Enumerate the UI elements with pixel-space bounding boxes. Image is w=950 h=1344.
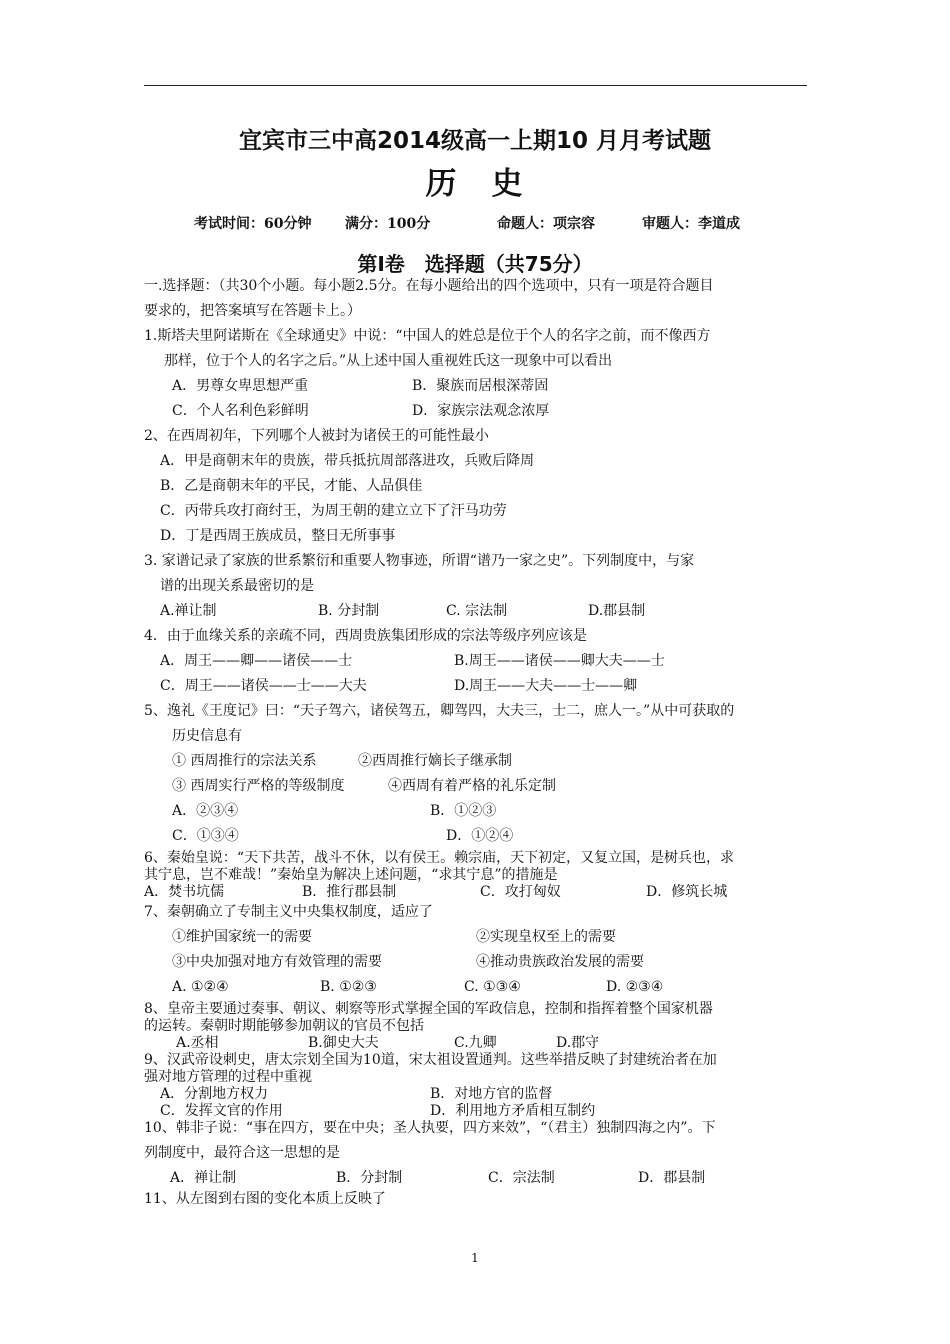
question-10-option-d: D．郡县制 (638, 1170, 706, 1186)
question-10-option-c: C．宗法制 (488, 1170, 555, 1186)
question-1-stem: 那样，位于个人的名字之后。”从上述中国人重视姓氏这一现象中可以看出 (164, 353, 613, 369)
question-8-option-c: C.九卿 (454, 1035, 497, 1051)
question-4-option-c: C．周王——诸侯——士——大夫 (160, 678, 367, 694)
question-1-stem: 1.斯塔夫里阿诺斯在《全球通史》中说：“中国人的姓总是位于个人的名字之前，而不像西方 (144, 328, 711, 344)
question-10-stem: 10、韩非子说：“事在四方，要在中央；圣人执要，四方来效”，“（君主）独制四海之内”。下 (144, 1120, 716, 1136)
question-5-stem: 历史信息有 (172, 728, 242, 744)
question-5-item-4: ④西周有着严格的礼乐定制 (388, 778, 556, 794)
question-setter: 命题人：项宗容 (497, 216, 595, 232)
question-1-option-c: C．个人名利色彩鲜明 (172, 403, 309, 419)
question-5-option-d: D．①②④ (446, 828, 514, 844)
question-8-option-d: D.郡守 (556, 1035, 600, 1051)
question-2-option-d: D．丁是西周王族成员，整日无所事事 (160, 528, 396, 544)
question-8-option-b: B.御史大夫 (308, 1035, 379, 1051)
question-9-stem: 9、汉武帝设刺史，唐太宗划全国为10道，宋太祖设置通判。这些举措反映了封建统治者在加 (144, 1052, 717, 1068)
question-6-stem: 6、秦始皇说：“天下共苦，战斗不休，以有侯王。赖宗庙，天下初定，又复立国，是树兵也，求 (144, 850, 735, 866)
question-4-stem: 4．由于血缘关系的亲疏不同，西周贵族集团形成的宗法等级序列应该是 (144, 628, 587, 644)
question-2-option-a: A．甲是商朝末年的贵族，带兵抵抗周部落进攻，兵败后降周 (160, 453, 535, 469)
page-number: 1 (471, 1251, 479, 1265)
question-7-option-d: D. ②③④ (606, 979, 664, 995)
question-6-option-b: B．推行郡县制 (302, 884, 397, 900)
question-7-option-a: A. ①②④ (172, 979, 229, 995)
subject-title: 历 史 (425, 166, 525, 202)
question-10-option-b: B．分封制 (336, 1170, 403, 1186)
question-5-item-3: ③ 西周实行严格的等级制度 (172, 778, 345, 794)
exam-time: 考试时间：60分钟 (194, 216, 312, 232)
question-9-option-c: C．发挥文官的作用 (160, 1103, 283, 1119)
question-1-option-d: D．家族宗法观念浓厚 (412, 403, 550, 419)
instruction-line: 一.选择题：（共30个小题。每小题2.5分。在每小题给出的四个选项中，只有一项是符合题目 (144, 278, 714, 294)
question-1-option-a: A．男尊女卑思想严重 (172, 378, 309, 394)
question-3-stem: 3. 家谱记录了家族的世系繁衍和重要人物事迹，所谓“谱乃一家之史”。下列制度中，与家 (144, 553, 695, 569)
question-3-option-a: A.禅让制 (160, 603, 217, 619)
question-2-option-c: C．丙带兵攻打商纣王，为周王朝的建立立下了汗马功劳 (160, 503, 507, 519)
question-5-item-1: ① 西周推行的宗法关系 (172, 753, 317, 769)
question-8-stem: 的运转。秦朝时期能够参加朝议的官员不包括 (144, 1018, 424, 1034)
question-5-option-a: A．②③④ (172, 803, 239, 819)
question-4-option-b: B.周王——诸侯——卿大夫——士 (454, 653, 665, 669)
question-6-option-c: C．攻打匈奴 (480, 884, 561, 900)
question-7-item-3: ③中央加强对地方有效管理的需要 (172, 954, 382, 970)
header-rule (144, 85, 807, 86)
question-7-stem: 7、秦朝确立了专制主义中央集权制度，适应了 (144, 904, 433, 920)
instruction-line: 要求的，把答案填写在答题卡上。） (144, 303, 361, 319)
question-10-option-a: A．禅让制 (170, 1170, 237, 1186)
question-6-option-a: A．焚书坑儒 (144, 884, 225, 900)
question-3-stem: 谱的出现关系最密切的是 (160, 578, 314, 594)
question-10-stem: 列制度中，最符合这一思想的是 (144, 1145, 340, 1161)
question-9-option-b: B．对地方官的监督 (430, 1086, 553, 1102)
question-3-option-c: C. 宗法制 (446, 603, 508, 619)
question-5-item-2: ②西周推行嫡长子继承制 (358, 753, 512, 769)
question-7-item-4: ④推动贵族政治发展的需要 (476, 954, 644, 970)
full-score: 满分：100分 (345, 216, 431, 232)
question-4-option-a: A．周王——卿——诸侯——士 (160, 653, 353, 669)
question-2-stem: 2、在西周初年，下列哪个人被封为诸侯王的可能性最小 (144, 428, 489, 444)
question-3-option-d: D.郡县制 (588, 603, 646, 619)
question-5-option-c: C．①③④ (172, 828, 239, 844)
reviewer: 审题人：李道成 (642, 216, 740, 232)
question-8-stem: 8、皇帝主要通过奏事、朝议、刺察等形式掌握全国的军政信息，控制和指挥着整个国家机器 (144, 1001, 713, 1017)
question-3-option-b: B. 分封制 (318, 603, 380, 619)
question-4-option-d: D.周王——大夫——士——卿 (454, 678, 638, 694)
question-11-stem: 11、从左图到右图的变化本质上反映了 (144, 1191, 386, 1207)
question-6-option-d: D．修筑长城 (646, 884, 728, 900)
question-5-option-b: B．①②③ (430, 803, 497, 819)
question-9-option-a: A．分割地方权力 (160, 1086, 269, 1102)
question-1-option-b: B．聚族而居根深蒂固 (412, 378, 549, 394)
question-2-option-b: B．乙是商朝末年的平民，才能、人品俱佳 (160, 478, 423, 494)
exam-title: 宜宾市三中高2014级高一上期10 月月考试题 (238, 128, 712, 154)
question-9-stem: 强对地方管理的过程中重视 (144, 1069, 312, 1085)
question-7-item-1: ①维护国家统一的需要 (172, 929, 312, 945)
question-5-stem: 5、逸礼《王度记》曰：“天子驾六，诸侯驾五，卿驾四，大夫三，士二，庶人一。”从中可获取的 (144, 703, 735, 719)
question-7-option-b: B. ①②③ (320, 979, 377, 995)
question-7-option-c: C. ①③④ (464, 979, 521, 995)
question-9-option-d: D．利用地方矛盾相互制约 (430, 1103, 596, 1119)
question-7-item-2: ②实现皇权至上的需要 (476, 929, 616, 945)
question-6-stem: 其宁息，岂不难哉！”秦始皇为解决上述问题，“求其宁息”的措施是 (144, 867, 558, 883)
section-title: 第Ⅰ卷 选择题（共75分） (357, 252, 593, 276)
question-8-option-a: A.丞相 (176, 1035, 219, 1051)
